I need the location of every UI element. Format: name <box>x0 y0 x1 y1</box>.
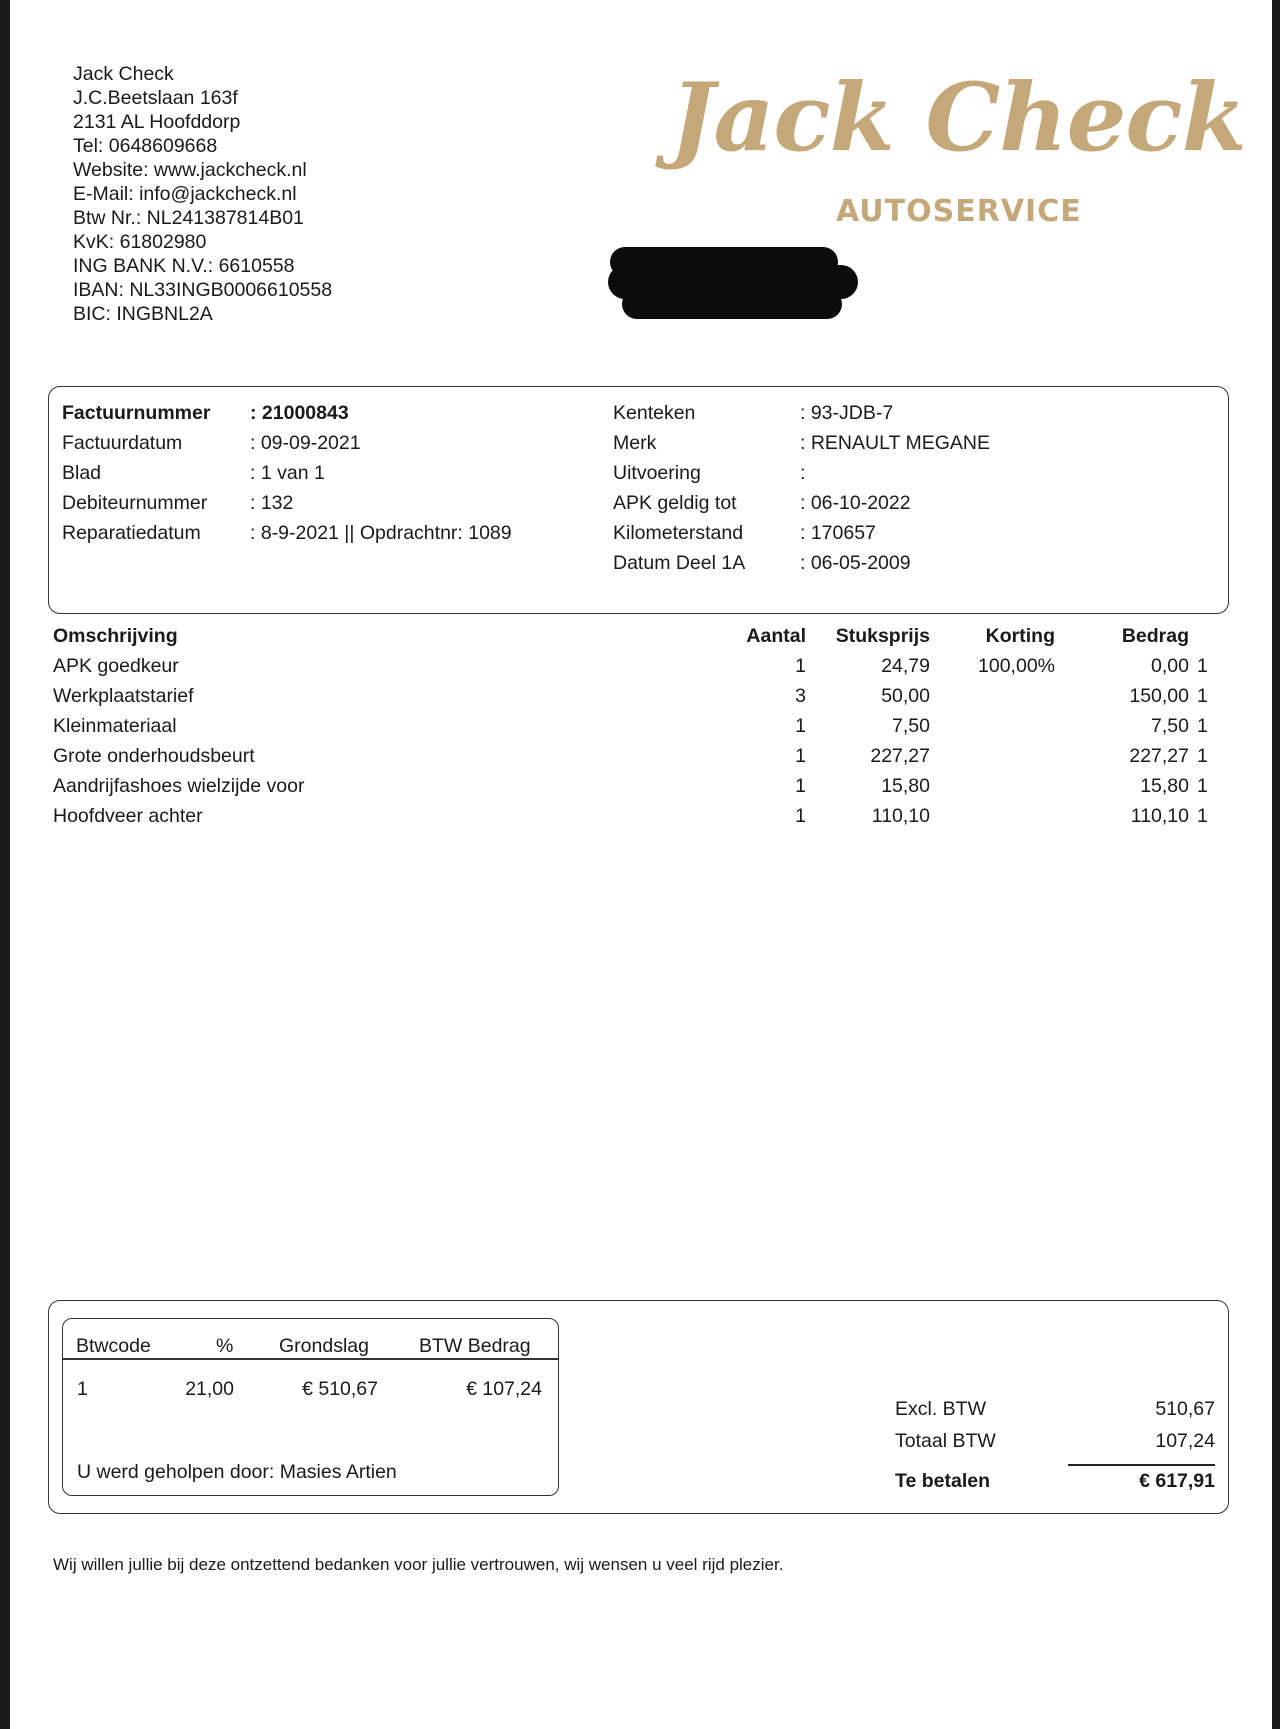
invoice-date-label: Factuurdatum <box>62 432 183 454</box>
col-header-description: Omschrijving <box>53 625 178 647</box>
vat-base-value: € 510,67 <box>302 1378 378 1400</box>
company-bank: ING BANK N.V.: 6610558 <box>73 255 295 277</box>
company-phone: Tel: 0648609668 <box>73 135 218 157</box>
item-description: Grote onderhoudsbeurt <box>53 745 255 767</box>
helped-by-text: U werd geholpen door: Masies Artien <box>77 1461 397 1483</box>
invoice-number-label: Factuurnummer <box>62 402 211 424</box>
brand-value: : RENAULT MEGANE <box>800 432 990 454</box>
apk-valid-value: : 06-10-2022 <box>800 492 911 514</box>
item-description: APK goedkeur <box>53 655 179 677</box>
company-website: Website: www.jackcheck.nl <box>73 159 307 181</box>
registration-date-value: : 06-05-2009 <box>800 552 911 574</box>
item-amount: 150,00 <box>1129 685 1189 707</box>
redacted-customer-address <box>608 245 858 327</box>
vat-percent-value: 21,00 <box>185 1378 234 1400</box>
company-city: 2131 AL Hoofddorp <box>73 111 241 133</box>
vat-header-base: Grondslag <box>279 1335 369 1357</box>
item-vat-code: 1 <box>1197 685 1208 707</box>
amount-due-value: € 617,91 <box>1139 1470 1215 1492</box>
total-vat-value: 107,24 <box>1155 1430 1215 1452</box>
invoice-page <box>10 0 1272 1729</box>
invoice-date-value: : 09-09-2021 <box>250 432 361 454</box>
page-label: Blad <box>62 462 102 484</box>
registration-date-label: Datum Deel 1A <box>613 552 746 574</box>
company-kvk: KvK: 61802980 <box>73 231 207 253</box>
item-quantity: 1 <box>795 745 806 767</box>
apk-valid-label: APK geldig tot <box>613 492 737 514</box>
vat-header-code: Btwcode <box>76 1335 151 1357</box>
item-discount: 100,00% <box>978 655 1055 677</box>
company-street: J.C.Beetslaan 163f <box>73 87 238 109</box>
vat-header-divider <box>63 1358 558 1360</box>
item-amount: 0,00 <box>1151 655 1189 677</box>
item-unit-price: 227,27 <box>870 745 930 767</box>
item-vat-code: 1 <box>1197 775 1208 797</box>
vat-amount-value: € 107,24 <box>466 1378 542 1400</box>
variant-value: : <box>800 462 806 484</box>
mileage-label: Kilometerstand <box>613 522 744 544</box>
col-header-amount: Bedrag <box>1121 625 1189 647</box>
col-header-quantity: Aantal <box>746 625 806 647</box>
item-unit-price: 7,50 <box>892 715 930 737</box>
invoice-number-value: : 21000843 <box>250 402 349 424</box>
item-unit-price: 24,79 <box>881 655 930 677</box>
total-vat-label: Totaal BTW <box>895 1430 996 1452</box>
debtor-number-label: Debiteurnummer <box>62 492 208 514</box>
debtor-number-value: : 132 <box>250 492 294 514</box>
repair-date-value: : 8-9-2021 || Opdrachtnr: 1089 <box>250 522 512 544</box>
license-plate-label: Kenteken <box>613 402 696 424</box>
item-amount: 15,80 <box>1140 775 1189 797</box>
item-quantity: 1 <box>795 715 806 737</box>
item-description: Kleinmateriaal <box>53 715 177 737</box>
company-bic: BIC: INGBNL2A <box>73 303 213 325</box>
company-vat-number: Btw Nr.: NL241387814B01 <box>73 207 304 229</box>
footer-thank-you: Wij willen jullie bij deze ontzettend bedanken voor jullie vertrouwen, wij wensen u veel rijd plezier. <box>53 1555 784 1574</box>
excl-vat-value: 510,67 <box>1155 1398 1215 1420</box>
item-unit-price: 50,00 <box>881 685 930 707</box>
total-divider <box>1068 1464 1215 1466</box>
repair-date-label: Reparatiedatum <box>62 522 201 544</box>
col-header-unit-price: Stuksprijs <box>835 625 930 647</box>
item-vat-code: 1 <box>1197 745 1208 767</box>
item-vat-code: 1 <box>1197 805 1208 827</box>
item-quantity: 1 <box>795 805 806 827</box>
item-description: Werkplaatstarief <box>53 685 194 707</box>
item-amount: 7,50 <box>1151 715 1189 737</box>
item-description: Aandrijfashoes wielzijde voor <box>53 775 305 797</box>
item-amount: 227,27 <box>1129 745 1189 767</box>
company-iban: IBAN: NL33INGB0006610558 <box>73 279 333 301</box>
license-plate-value: : 93-JDB-7 <box>800 402 894 424</box>
item-quantity: 3 <box>795 685 806 707</box>
col-header-discount: Korting <box>985 625 1055 647</box>
item-quantity: 1 <box>795 775 806 797</box>
company-name: Jack Check <box>73 63 174 85</box>
vat-header-percent: % <box>216 1335 234 1357</box>
vat-header-amount: BTW Bedrag <box>419 1335 531 1357</box>
item-description: Hoofdveer achter <box>53 805 203 827</box>
logo-subtitle: AUTOSERVICE <box>836 194 1082 229</box>
company-address <box>73 62 332 326</box>
mileage-value: : 170657 <box>800 522 876 544</box>
item-amount: 110,10 <box>1130 805 1189 827</box>
vat-code-value: 1 <box>77 1378 88 1400</box>
item-vat-code: 1 <box>1197 715 1208 737</box>
company-email: E-Mail: info@jackcheck.nl <box>73 183 297 205</box>
item-unit-price: 110,10 <box>871 805 930 827</box>
item-vat-code: 1 <box>1197 655 1208 677</box>
logo-wordmark: Jack Check <box>670 63 1246 173</box>
variant-label: Uitvoering <box>613 462 701 484</box>
item-unit-price: 15,80 <box>881 775 930 797</box>
item-quantity: 1 <box>795 655 806 677</box>
excl-vat-label: Excl. BTW <box>895 1398 986 1420</box>
page-value: : 1 van 1 <box>250 462 325 484</box>
amount-due-label: Te betalen <box>895 1470 990 1492</box>
brand-label: Merk <box>613 432 657 454</box>
